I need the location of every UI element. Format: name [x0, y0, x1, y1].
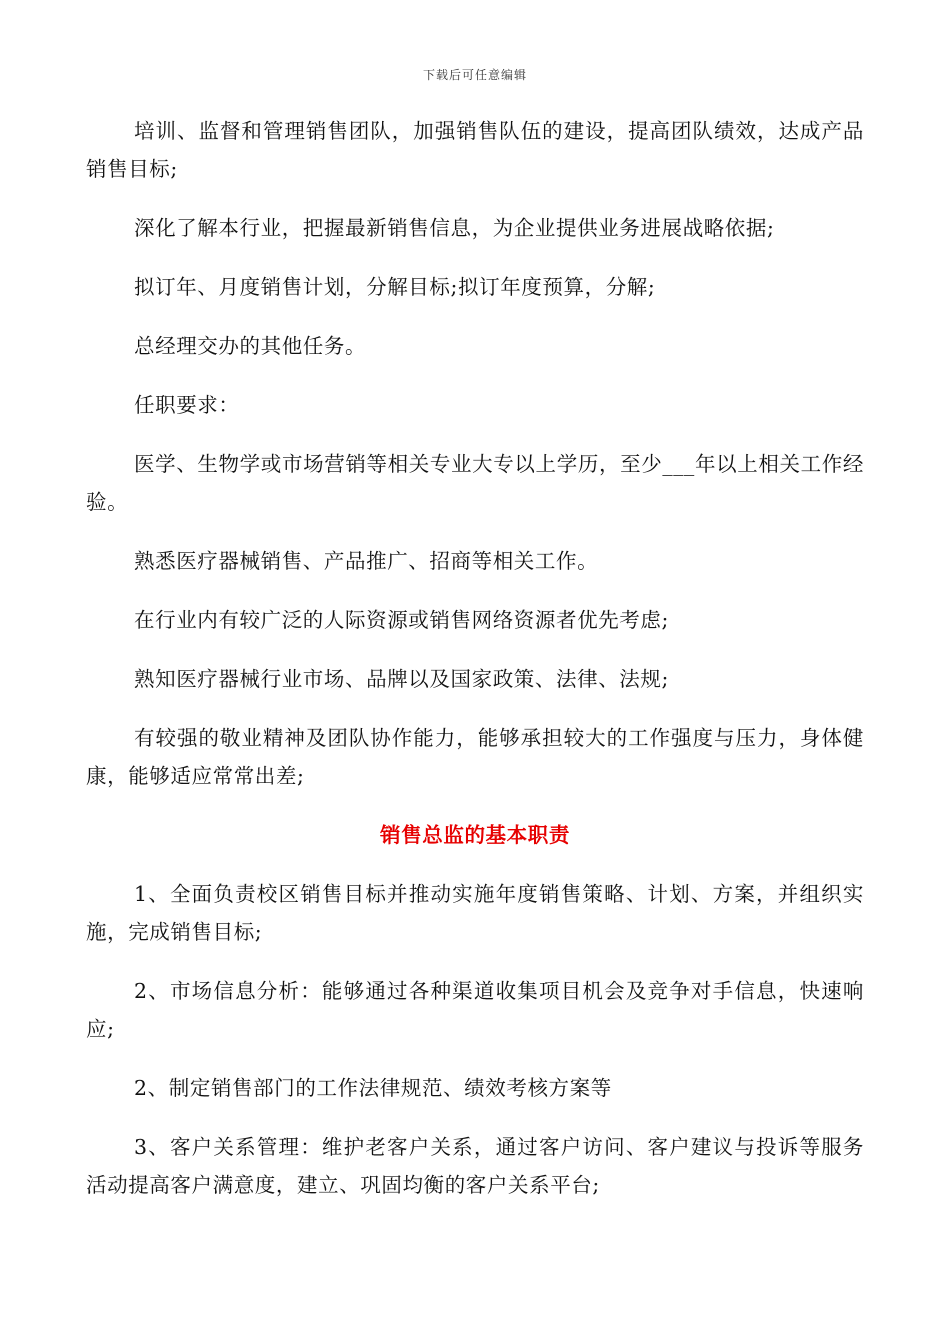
paragraph: 2、市场信息分析：能够通过各种渠道收集项目机会及竞争对手信息，快速响应;: [86, 979, 864, 1041]
paragraph: 总经理交办的其他任务。: [134, 334, 367, 358]
paragraph: 医学、生物学或市场营销等相关专业大专以上学历，至少___年以上相关工作经验。: [86, 452, 864, 514]
paragraph: 熟知医疗器械行业市场、品牌以及国家政策、法律、法规;: [134, 667, 670, 691]
paragraph: 在行业内有较广泛的人际资源或销售网络资源者优先考虑;: [134, 608, 670, 632]
paragraph: 深化了解本行业，把握最新销售信息，为企业提供业务进展战略依据;: [134, 216, 775, 240]
section-title: 销售总监的基本职责: [380, 823, 570, 847]
paragraph: 培训、监督和管理销售团队，加强销售队伍的建设，提高团队绩效，达成产品销售目标;: [86, 119, 864, 181]
document-body: [86, 112, 864, 1225]
paragraph: 有较强的敬业精神及团队协作能力，能够承担较大的工作强度与压力，身体健康，能够适应常常出差;: [86, 726, 864, 788]
paragraph: 任职要求：: [134, 393, 240, 417]
paragraph: 3、客户关系管理：维护老客户关系，通过客户访问、客户建议与投诉等服务活动提高客户满意度，建立、巩固均衡的客户关系平台;: [86, 1135, 864, 1197]
paragraph: 1、全面负责校区销售目标并推动实施年度销售策略、计划、方案，并组织实施，完成销售目标;: [86, 882, 864, 944]
paragraph: 2、制定销售部门的工作法律规范、绩效考核方案等: [134, 1076, 612, 1100]
paragraph: 拟订年、月度销售计划，分解目标;拟订年度预算，分解;: [134, 275, 656, 299]
page-header-note: 下载后可任意编辑: [422, 68, 527, 82]
paragraph: 熟悉医疗器械销售、产品推广、招商等相关工作。: [134, 549, 599, 573]
